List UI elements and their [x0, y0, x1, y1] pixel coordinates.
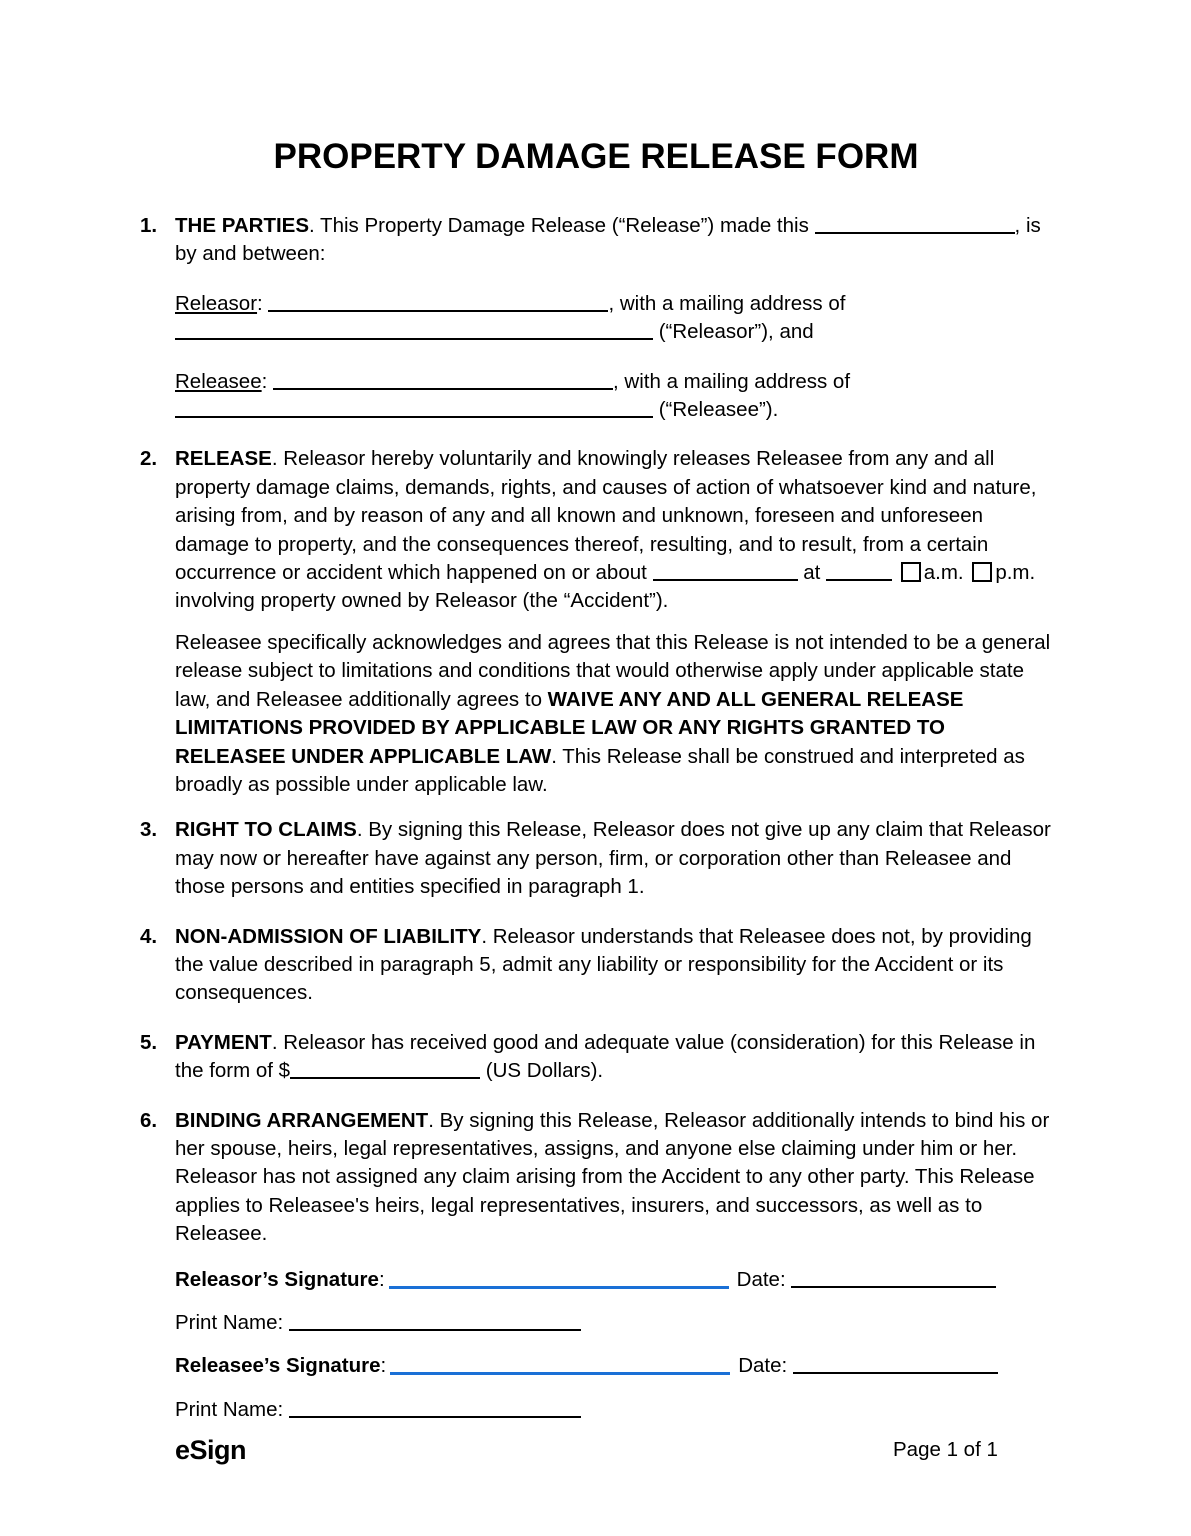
- section-heading: RIGHT TO CLAIMS: [175, 818, 357, 842]
- section-heading: NON-ADMISSION OF LIABILITY: [175, 924, 482, 948]
- section-number: 2.: [140, 447, 158, 471]
- section-heading: RELEASE: [175, 447, 272, 471]
- releasor-print-name-blank-field[interactable]: [289, 1313, 581, 1331]
- releasee-signature-field[interactable]: [390, 1357, 730, 1375]
- date-label: Date:: [736, 1267, 786, 1291]
- section-text: . By signing this Release, Releasor additionally intends to bind his or her spouse, heirs, legal representatives, assigns, and anyone else claiming under him or her. Releasor has not assigned any claim arising from the Accident to any other party. This Release applies to Releasee's heirs, legal representatives, insurers, and successors, as well as to Releasee.: [175, 1108, 1050, 1246]
- section-payment: [140, 1029, 1052, 1086]
- release-date-blank-field[interactable]: [815, 216, 1015, 234]
- releasee-address-blank-field[interactable]: [175, 400, 653, 418]
- label-colon: :: [378, 1267, 385, 1291]
- releasor-print-name-row: [175, 1309, 1052, 1337]
- paragraph: [175, 1107, 1052, 1249]
- accident-time-blank-field[interactable]: [826, 563, 892, 581]
- releasee-signature-label: Releasee’s Signature: [175, 1354, 381, 1378]
- label-colon: :: [380, 1354, 387, 1378]
- section-number: 3.: [140, 818, 158, 842]
- date-label: Date:: [738, 1354, 788, 1378]
- section-body: [175, 445, 1052, 799]
- accident-date-blank-field[interactable]: [653, 563, 798, 581]
- releasee-date-blank-field[interactable]: [793, 1356, 998, 1374]
- page-title: PROPERTY DAMAGE RELEASE FORM: [273, 137, 919, 176]
- paragraph: [175, 445, 1052, 615]
- section-text: involving property owned by Releasor (the “Accident”).: [175, 589, 669, 613]
- section-text: . Releasor understands that Releasee does not, by providing the value described in paragraph 5, admit any liability or responsibility for the Accident or its consequences.: [175, 924, 1032, 1005]
- section-text: . This Property Damage Release (“Release”) made this: [309, 214, 809, 237]
- label-colon: :: [257, 291, 263, 315]
- paragraph: [175, 368, 1052, 425]
- releasee-label: Releasee: [175, 369, 262, 393]
- section-text: . Releasor has received good and adequate value (consideration) for this Release in the form of $: [175, 1030, 1036, 1083]
- section-binding-arrangement: [140, 1107, 1052, 1249]
- pm-checkbox-label: p.m.: [995, 561, 1036, 585]
- releasor-name-blank-field[interactable]: [268, 294, 608, 312]
- section-text: . This Release shall be construed and interpreted as broadly as possible under applicable law.: [175, 744, 1025, 796]
- print-name-label: Print Name:: [175, 1397, 284, 1421]
- paragraph: [175, 816, 1052, 901]
- paragraph: [175, 1029, 1052, 1086]
- section-body: [175, 1107, 1052, 1249]
- paragraph: [175, 629, 1052, 799]
- section-text: , is by and between:: [175, 214, 1041, 266]
- clause-text: , with a mailing address of: [613, 369, 851, 393]
- section-body: [175, 1029, 1052, 1086]
- section-number: 1.: [140, 214, 158, 237]
- section-body: [175, 923, 1052, 1008]
- paragraph: [175, 923, 1052, 1008]
- releasee-print-name-row: [175, 1396, 1052, 1424]
- releasor-date-blank-field[interactable]: [791, 1270, 996, 1288]
- section-text: . Releasor hereby voluntarily and knowingly releases Releasee from any and all property damage claims, demands, rights, and causes of action of whatsoever kind and nature, arising from, and by reason of any and all known and unknown, foreseen and unforeseen damage to property, and the consequences thereof, resulting, and to result, from a certain occurrence or accident which happened on or about: [175, 447, 1037, 585]
- waiver-bold-text: WAIVE ANY AND ALL GENERAL RELEASE LIMITATIONS PROVIDED BY APPLICABLE LAW OR ANY RIGHTS GRANTED TO RELEASEE UNDER APPLICABLE LAW: [175, 687, 964, 768]
- releasor-address-blank-field[interactable]: [175, 322, 653, 340]
- section-release: [140, 445, 1052, 799]
- clause-text: , with a mailing address of: [608, 291, 846, 315]
- section-heading: BINDING ARRANGEMENT: [175, 1108, 429, 1132]
- section-heading: THE PARTIES: [175, 214, 310, 237]
- label-colon: :: [261, 369, 268, 393]
- payment-amount-blank-field[interactable]: [290, 1061, 480, 1079]
- section-body: [175, 212, 1052, 269]
- section-heading: PAYMENT: [175, 1030, 272, 1054]
- releasee-signature-row: [175, 1352, 1052, 1380]
- pm-checkbox[interactable]: [972, 562, 992, 582]
- section-right-to-claims: [140, 816, 1052, 901]
- section-text: at: [803, 561, 821, 585]
- releasor-clause: [175, 290, 1052, 347]
- releasor-label: Releasor: [175, 291, 258, 315]
- section-text: Releasee specifically acknowledges and agrees that this Release is not intended to be a general release subject to limitations and conditions that would otherwise apply under applicable state law, and Releasee additionally agrees to: [175, 630, 1051, 711]
- paragraph: [175, 290, 1052, 347]
- releasor-signature-label: Releasor’s Signature: [175, 1267, 379, 1291]
- releasee-print-name-blank-field[interactable]: [289, 1400, 581, 1418]
- document-content: [140, 138, 1052, 1439]
- section-number: 5.: [140, 1030, 158, 1054]
- section-number: 6.: [140, 1108, 158, 1132]
- section-text: (US Dollars).: [485, 1059, 604, 1083]
- section-text: . By signing this Release, Releasor does not give up any claim that Releasor may now or hereafter have against any person, firm, or corporation other than Releasee and those persons and entities specified in paragraph 1.: [175, 818, 1051, 899]
- page-number: Page 1 of 1: [893, 1438, 998, 1461]
- am-checkbox[interactable]: [901, 562, 921, 582]
- am-checkbox-label: a.m.: [923, 561, 964, 585]
- releasee-clause: [175, 368, 1052, 425]
- releasee-name-blank-field[interactable]: [273, 372, 613, 390]
- clause-text: (“Releasee”).: [658, 398, 779, 422]
- section-non-admission: [140, 923, 1052, 1008]
- section-the-parties: [140, 212, 1052, 269]
- esign-logo: eSign: [175, 1435, 247, 1465]
- section-body: [175, 816, 1052, 901]
- paragraph: [175, 212, 1052, 269]
- section-number: 4.: [140, 924, 158, 948]
- releasor-signature-field[interactable]: [389, 1271, 729, 1289]
- print-name-label: Print Name:: [175, 1311, 284, 1334]
- clause-text: (“Releasor”), and: [658, 320, 814, 344]
- releasor-signature-row: [175, 1266, 1052, 1294]
